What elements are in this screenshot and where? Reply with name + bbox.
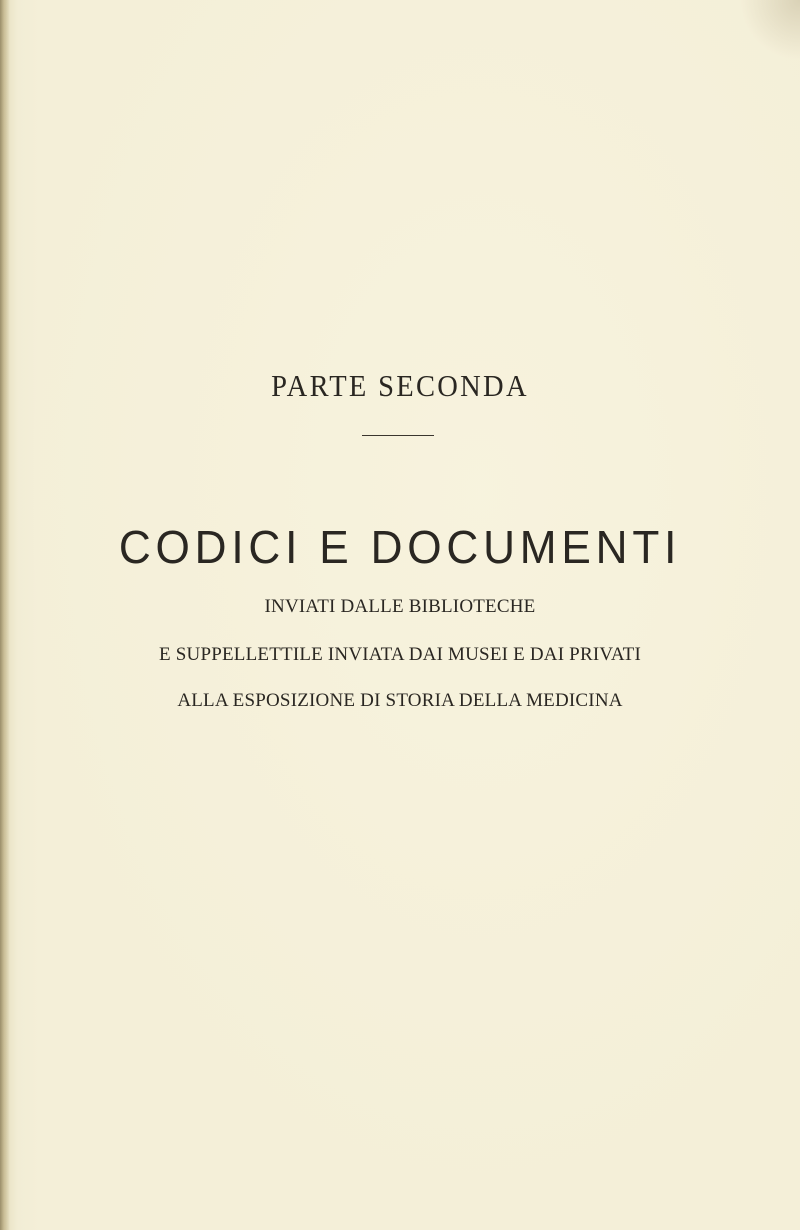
main-title: CODICI E DOCUMENTI [118,521,682,573]
page-corner-wear [740,0,800,60]
subtitle-line-3: ALLA ESPOSIZIONE DI STORIA DELLA MEDICINA [177,690,623,711]
part-title: PARTE SECONDA [271,368,529,403]
subtitle-line-2: E SUPPELLETTILE INVIATA DAI MUSEI E DAI PRIVATI [159,644,641,665]
subtitle-line-1: INVIATI DALLE BIBLIOTECHE [264,596,536,617]
title-divider-rule [362,435,434,436]
